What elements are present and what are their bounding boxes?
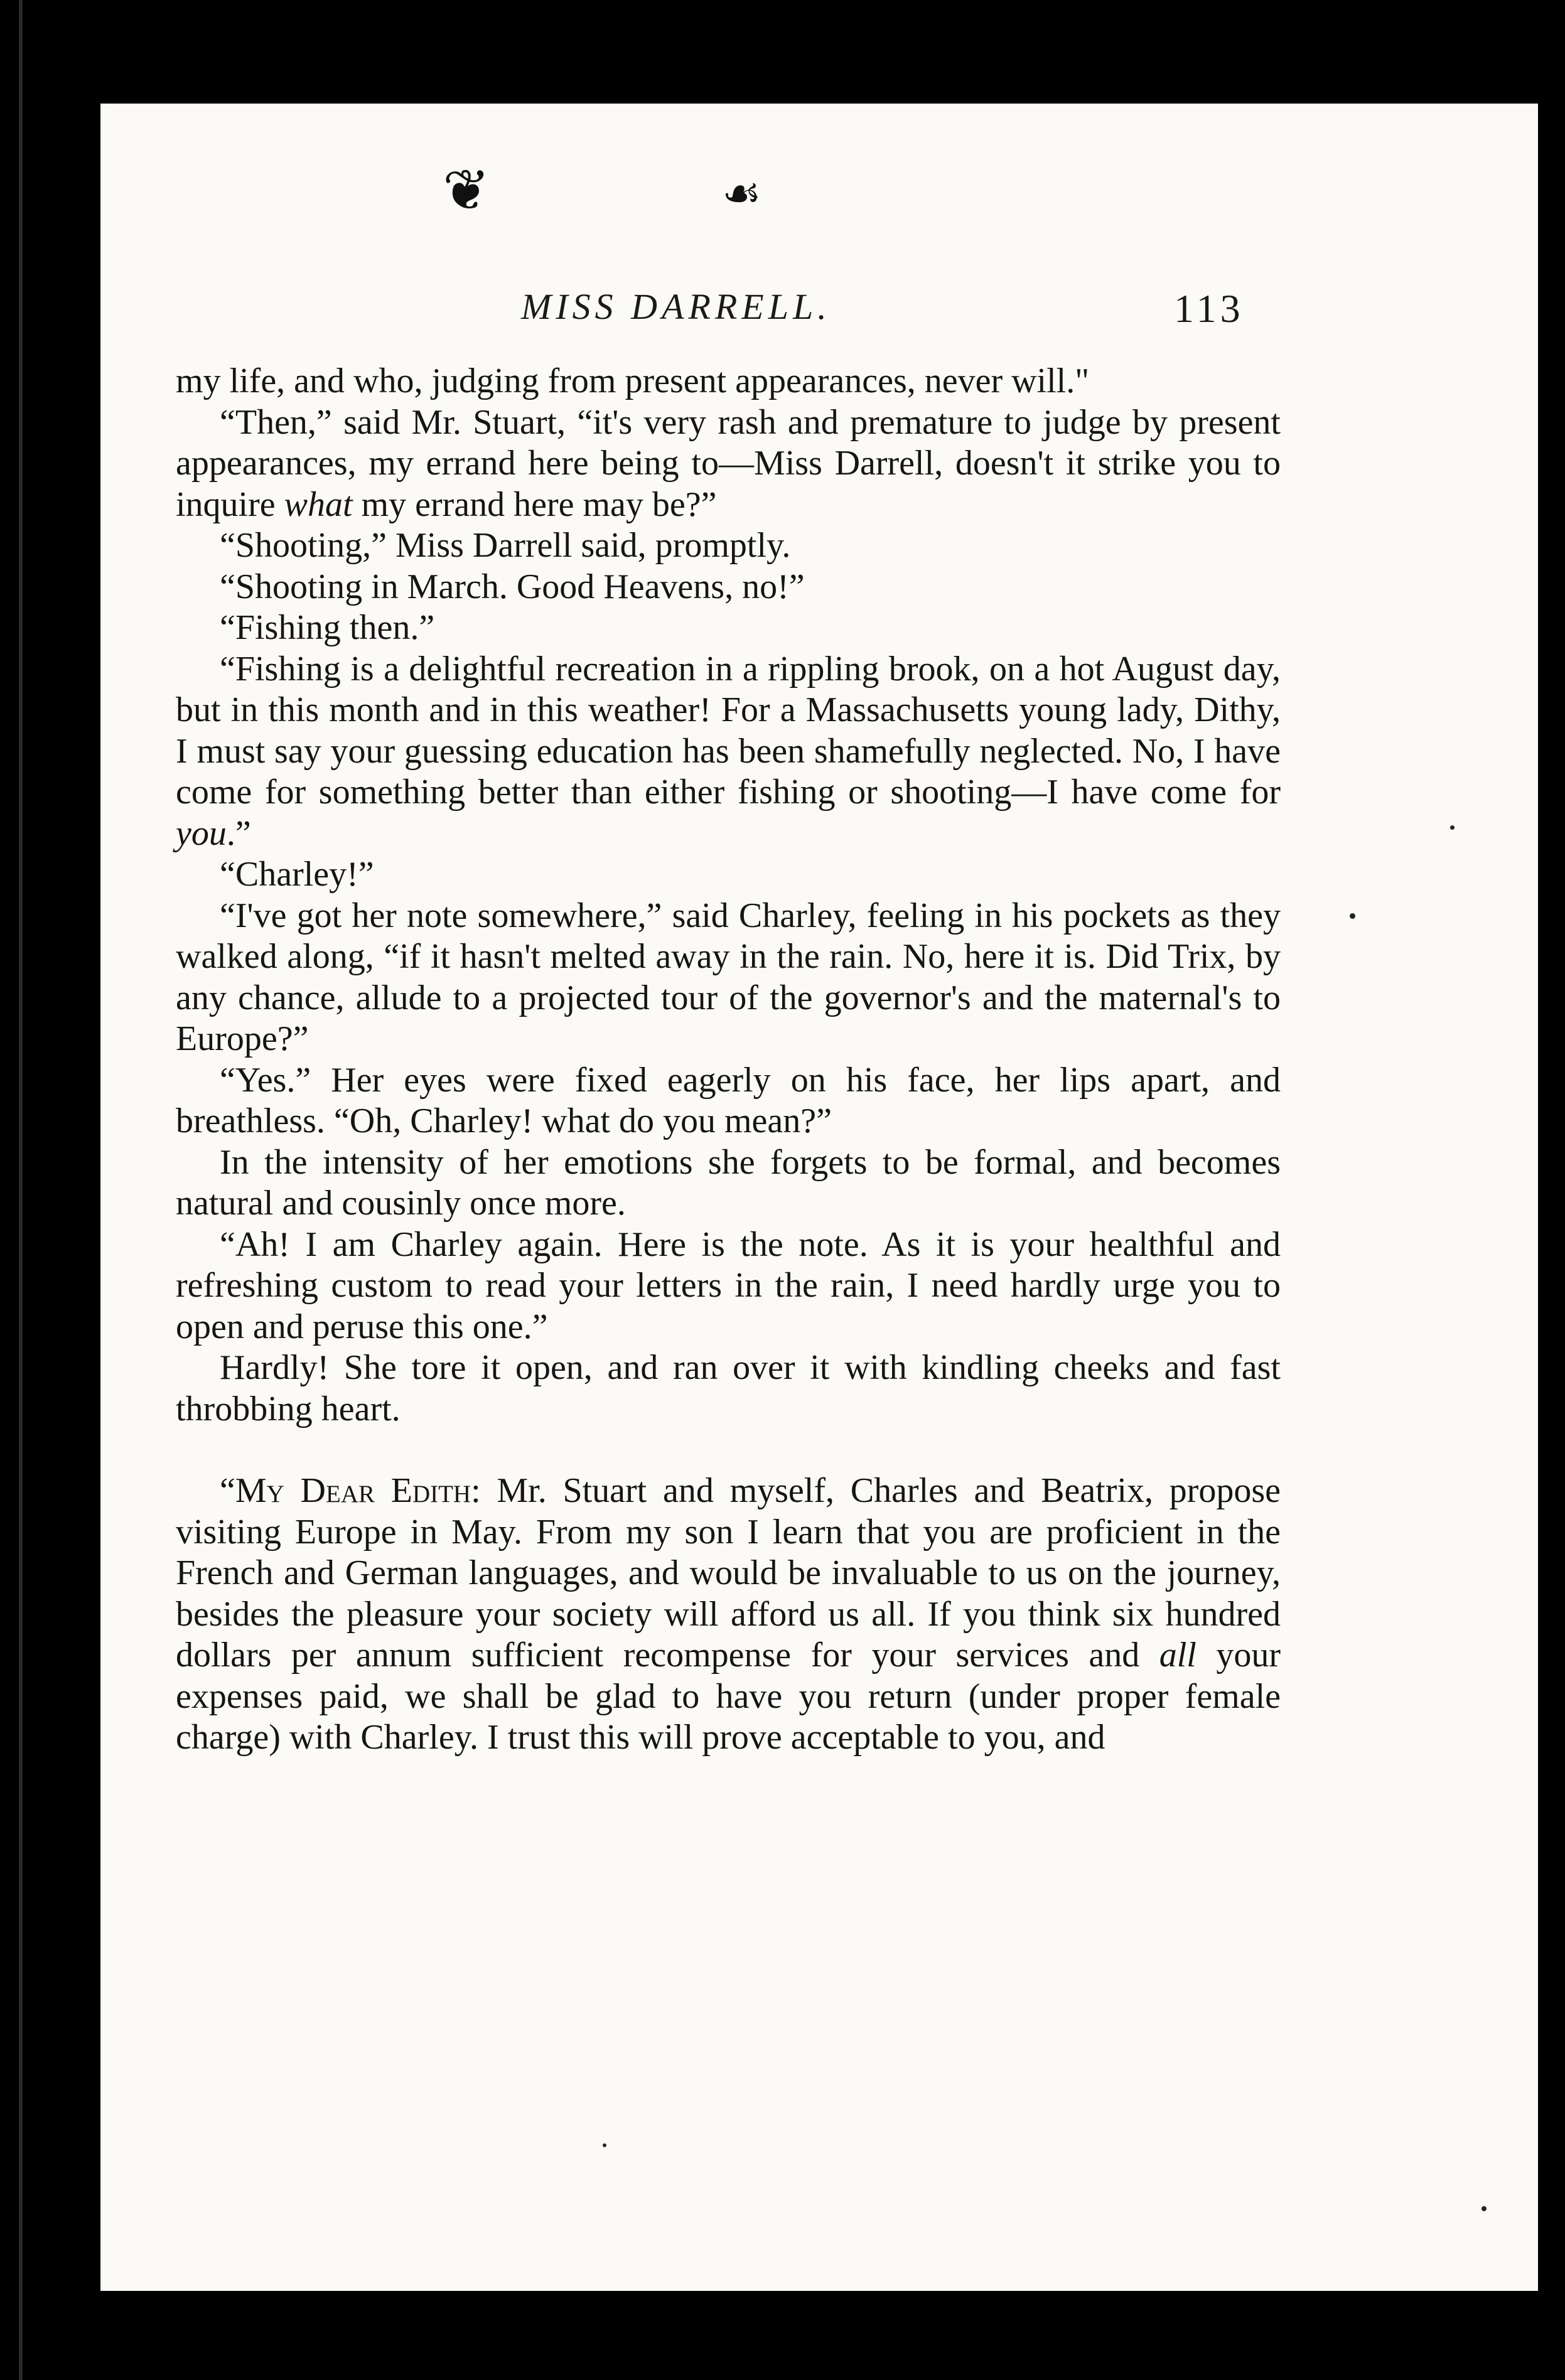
- paragraph: “Then,” said Mr. Stuart, “it's very rash and premature to judge by present appearances, my errand here being to—Miss Darrell, doesn't it strike you to inquire what my errand here may be?”: [176, 402, 1281, 524]
- paragraph: “Charley!”: [220, 855, 374, 894]
- paragraph: In the intensity of her emotions she forgets to be formal, and becomes natural and cousinly once more.: [176, 1142, 1281, 1223]
- paragraph: Hardly! She tore it open, and ran over it with kindling cheeks and fast throbbing heart.: [176, 1348, 1281, 1429]
- page-number: 113: [1174, 286, 1244, 331]
- body-text: [176, 361, 1281, 1759]
- paragraph: my life, and who, judging from present appearances, never will.": [176, 362, 1090, 400]
- paragraph: “Ah! I am Charley again. Here is the note. As it is your healthful and refreshing custom to read your letters in the rain, I need hardly urge you to open and peruse this one.”: [176, 1225, 1281, 1346]
- section-gap: [176, 1430, 1281, 1471]
- paragraph: “Shooting in March. Good Heavens, no!”: [220, 567, 805, 606]
- letter-salutation: “My Dear Edith:: [220, 1471, 481, 1510]
- scan-speck: [1350, 913, 1355, 919]
- scan-speck: [1450, 825, 1455, 830]
- book-page: [100, 104, 1538, 2291]
- scan-speck: [603, 2143, 606, 2147]
- ornament-right-icon: ☙: [722, 170, 761, 218]
- paragraph: “I've got her note somewhere,” said Charley, feeling in his pockets as they walked along, “if it hasn't melted away in the rain. No, here it is. Did Trix, by any chance, allude to a projected tour of the governor's and the maternal's to Europe?”: [176, 896, 1281, 1058]
- letter-paragraph: “My Dear Edith: Mr. Stuart and myself, Charles and Beatrix, propose visiting Europe in May. From my son I learn that you are proficient in the French and German languages, and would be invaluable to us on the journey, besides the pleasure your society will afford us all. If you think six hundred dollars per annum sufficient recompense for your services and all your expenses paid, we shall be glad to have you return (under proper female charge) with Charley. I trust this will prove acceptable to you, and: [176, 1471, 1281, 1757]
- ornament-left-icon: ❦: [443, 160, 490, 222]
- scan-edge: [19, 0, 23, 2380]
- scan-speck: [1482, 2206, 1487, 2211]
- running-title: MISS DARRELL.: [521, 286, 831, 327]
- paragraph: “Yes.” Her eyes were fixed eagerly on his face, her lips apart, and breathless. “Oh, Charley! what do you mean?”: [176, 1060, 1281, 1140]
- paragraph: “Fishing is a delightful recreation in a rippling brook, on a hot August day, but in this month and in this weather! For a Massachusetts young lady, Dithy, I must say your guessing education has been shamefully neglected. No, I have come for something better than either fishing or shooting—I have come for you.”: [176, 649, 1281, 853]
- paragraph: “Fishing then.”: [220, 608, 435, 647]
- paragraph: “Shooting,” Miss Darrell said, promptly.: [220, 526, 791, 565]
